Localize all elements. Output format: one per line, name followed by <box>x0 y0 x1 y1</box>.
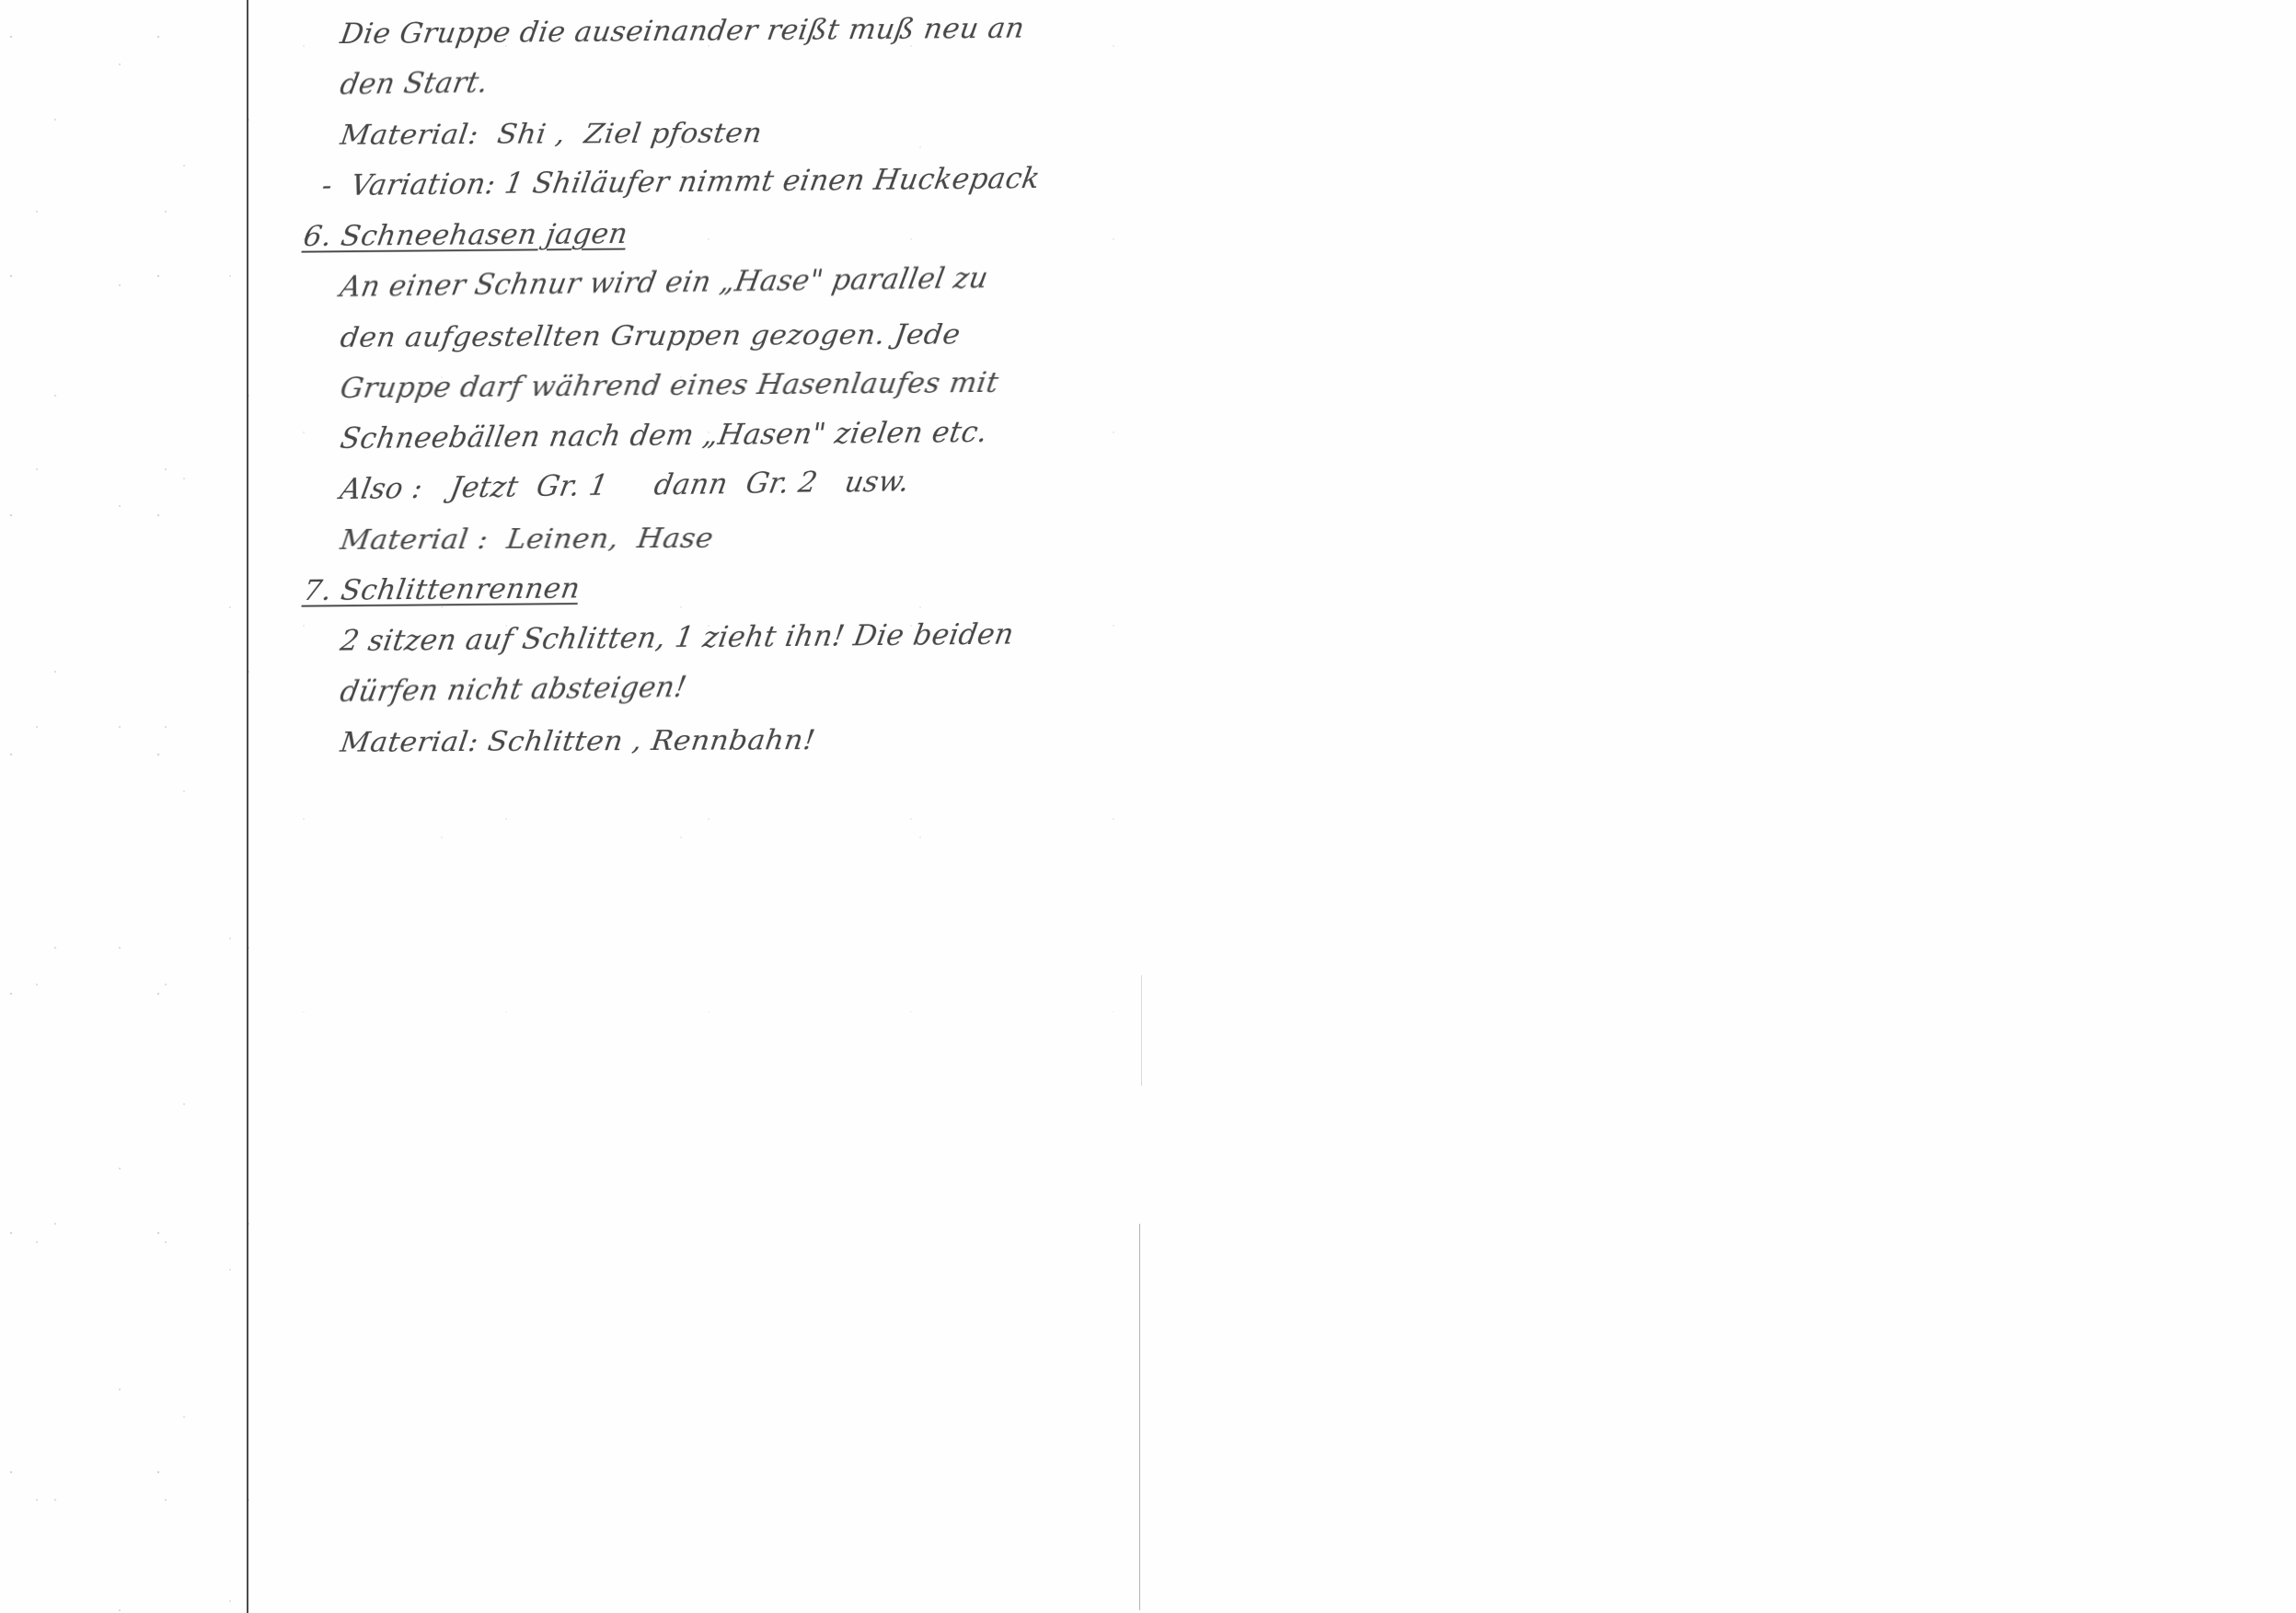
note-line-variation: - Variation: 1 Shiläufer nimmt einen Huckepack <box>319 161 1043 202</box>
note-line: An einer Schnur wird ein „Hase" parallel zu <box>337 261 991 304</box>
note-line-order: Also : Jetzt Gr. 1 dann Gr. 2 usw. <box>337 465 913 506</box>
scan-edge-line <box>1139 1224 1140 1610</box>
handwritten-notes <box>301 11 1132 779</box>
note-line-material: Material: Shi , Ziel pfosten <box>338 117 765 152</box>
scan-edge-line-secondary <box>1141 975 1142 1086</box>
scan-noise-left <box>0 0 276 1613</box>
margin-rule-line <box>247 0 248 1613</box>
note-line: Schneebällen nach dem „Hasen" zielen etc. <box>338 415 990 455</box>
note-line: 2 sitzen auf Schlitten, 1 zieht ihn! Die beiden <box>338 617 1017 658</box>
note-heading-7: 7. Schlittenrennen <box>301 571 583 607</box>
note-line-material: Material : Leinen, Hase <box>338 522 716 557</box>
note-line: den aufgestellten Gruppen gezogen. Jede <box>338 318 963 354</box>
note-heading-6: 6. Schneehasen jagen <box>301 217 630 253</box>
note-line: dürfen nicht absteigen! <box>337 670 690 709</box>
note-line: Gruppe darf während eines Hasenlaufes mit <box>338 366 1001 405</box>
note-line-material: Material: Schlitten , Rennbahn! <box>338 723 818 759</box>
note-line: den Start. <box>337 65 491 101</box>
note-line: Die Gruppe die auseinander reißt muß neu an <box>338 11 1027 51</box>
